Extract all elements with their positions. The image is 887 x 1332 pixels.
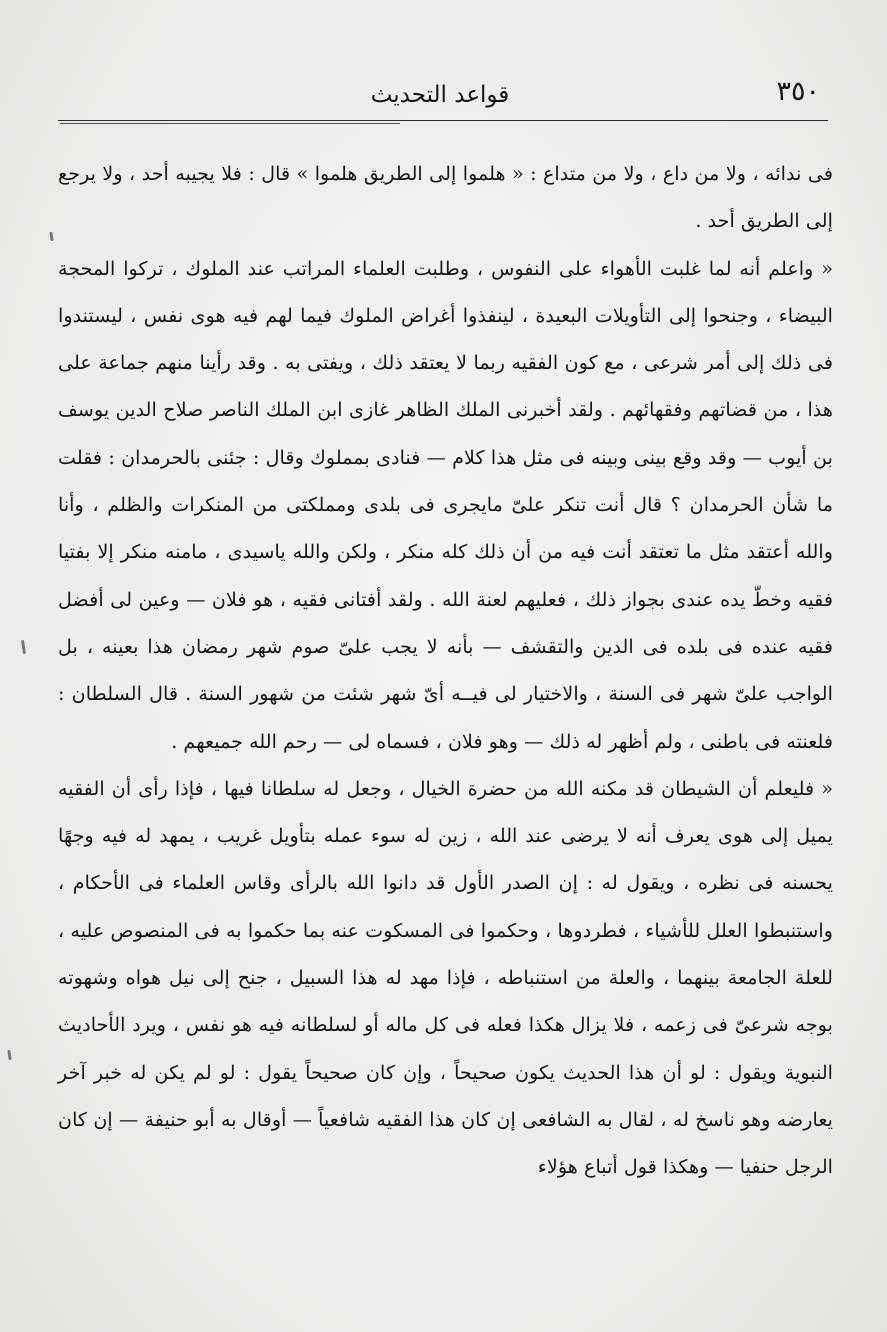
paragraph-1: فى ندائه ، ولا من داع ، ولا من متداع : « هلموا إلى الطريق هلموا » قال : فلا يجيبه أحد ، ولا يرجع إلى الطريق أحد . bbox=[58, 162, 833, 233]
header-rule-secondary bbox=[60, 123, 400, 124]
body-text bbox=[58, 150, 833, 1191]
paragraph-3: « فليعلم أن الشيطان قد مكنه الله من حضرة الخيال ، وجعل له سلطانا فيها ، فإذا رأى أن الفقيه يميل إلى هوى يعرف أنه لا يرضى عند الله ، زين له سوء عمله بتأويل غريب ، يمهد له فيه وجهًا يحسنه فى نظره ، ويقول له : إن الصدر الأول قد دانوا الله بالرأى وقاس العلماء فى الأحكام ، واستنبطوا العلل للأشياء ، فطردوها ، وحكموا فى المسكوت عنه بما حكموا به فى المنصوص عليه ، للعلة الجامعة بينهما ، والعلة من استنباطه ، فإذا مهد له هذا السبيل ، جنح إلى نيل هواه وشهوته بوجه شرعىّ فى زعمه ، فلا يزال هكذا فعله فى كل ماله أو لسلطانه فيه هو نفس ، ويرد الأحاديث النبوية ويقول : لو أن هذا الحديث يكون صحيحاً ، وإن كان صحيحاً يقول : لو لم يكن له خبر آخر يعارضه وهو ناسخ له ، لقال به الشافعى إن كان هذا الفقيه شافعياً — أوقال به أبو حنيفة — إن كان الرجل حنفيا — وهكذا قول أتباع هؤلاء bbox=[58, 776, 833, 1179]
margin-speck bbox=[49, 232, 53, 241]
page-number: ٣٥٠ bbox=[776, 76, 820, 107]
margin-speck bbox=[7, 1050, 11, 1060]
paragraph-2: « واعلم أنه لما غلبت الأهواء على النفوس ، وطلبت العلماء المراتب عند الملوك ، تركوا المحجة البيضاء ، وجنحوا إلى التأويلات البعيدة ، لينفذوا أغراض الملوك فيما لهم فيه هوى نفس ، ليستندوا فى ذلك إلى أمر شرعى ، مع كون الفقيه ربما لا يعتقد ذلك ، ويفتى به . وقد رأينا منهم جماعة على هذا ، من قضاتهم وفقهائهم . ولقد أخبرنى الملك الظاهر غازى ابن الملك الناصر صلاح الدين يوسف بن أيوب — وقد وقع بينى وبينه فى مثل هذا كلام — فنادى بمملوك وقال : جئنى بالحرمدان : فقلت ما شأن الحرمدان ؟ قال أنت تنكر علىّ مايجرى فى بلدى ومملكتى من المنكرات والظلم ، وأنا والله أعتقد مثل ما تعتقد أنت فيه من أن ذلك كله منكر ، ولكن والله ياسيدى ، مامنه منكر إلا بفتيا فقيه وخطّ يده عندى بجواز ذلك ، فعليهم لعنة الله . ولقد أفتانى فقيه ، هو فلان — وعين لى أفضل فقيه عنده فى بلده فى الدين والتقشف — بأنه لا يجب علىّ صوم شهر رمضان هذا بعينه ، بل الواجب علىّ شهر فى السنة ، والاختيار لى فيــه أىّ شهر شئت من شهور السنة . قال السلطان : فلعنته فى باطنى ، ولم أظهر له ذلك — وهو فلان ، فسماه لى — رحم الله جميعهم . bbox=[58, 256, 833, 753]
margin-speck bbox=[21, 640, 26, 654]
running-title: قواعد التحديث bbox=[370, 82, 510, 108]
header-rule bbox=[58, 120, 828, 121]
page-header bbox=[60, 74, 820, 122]
